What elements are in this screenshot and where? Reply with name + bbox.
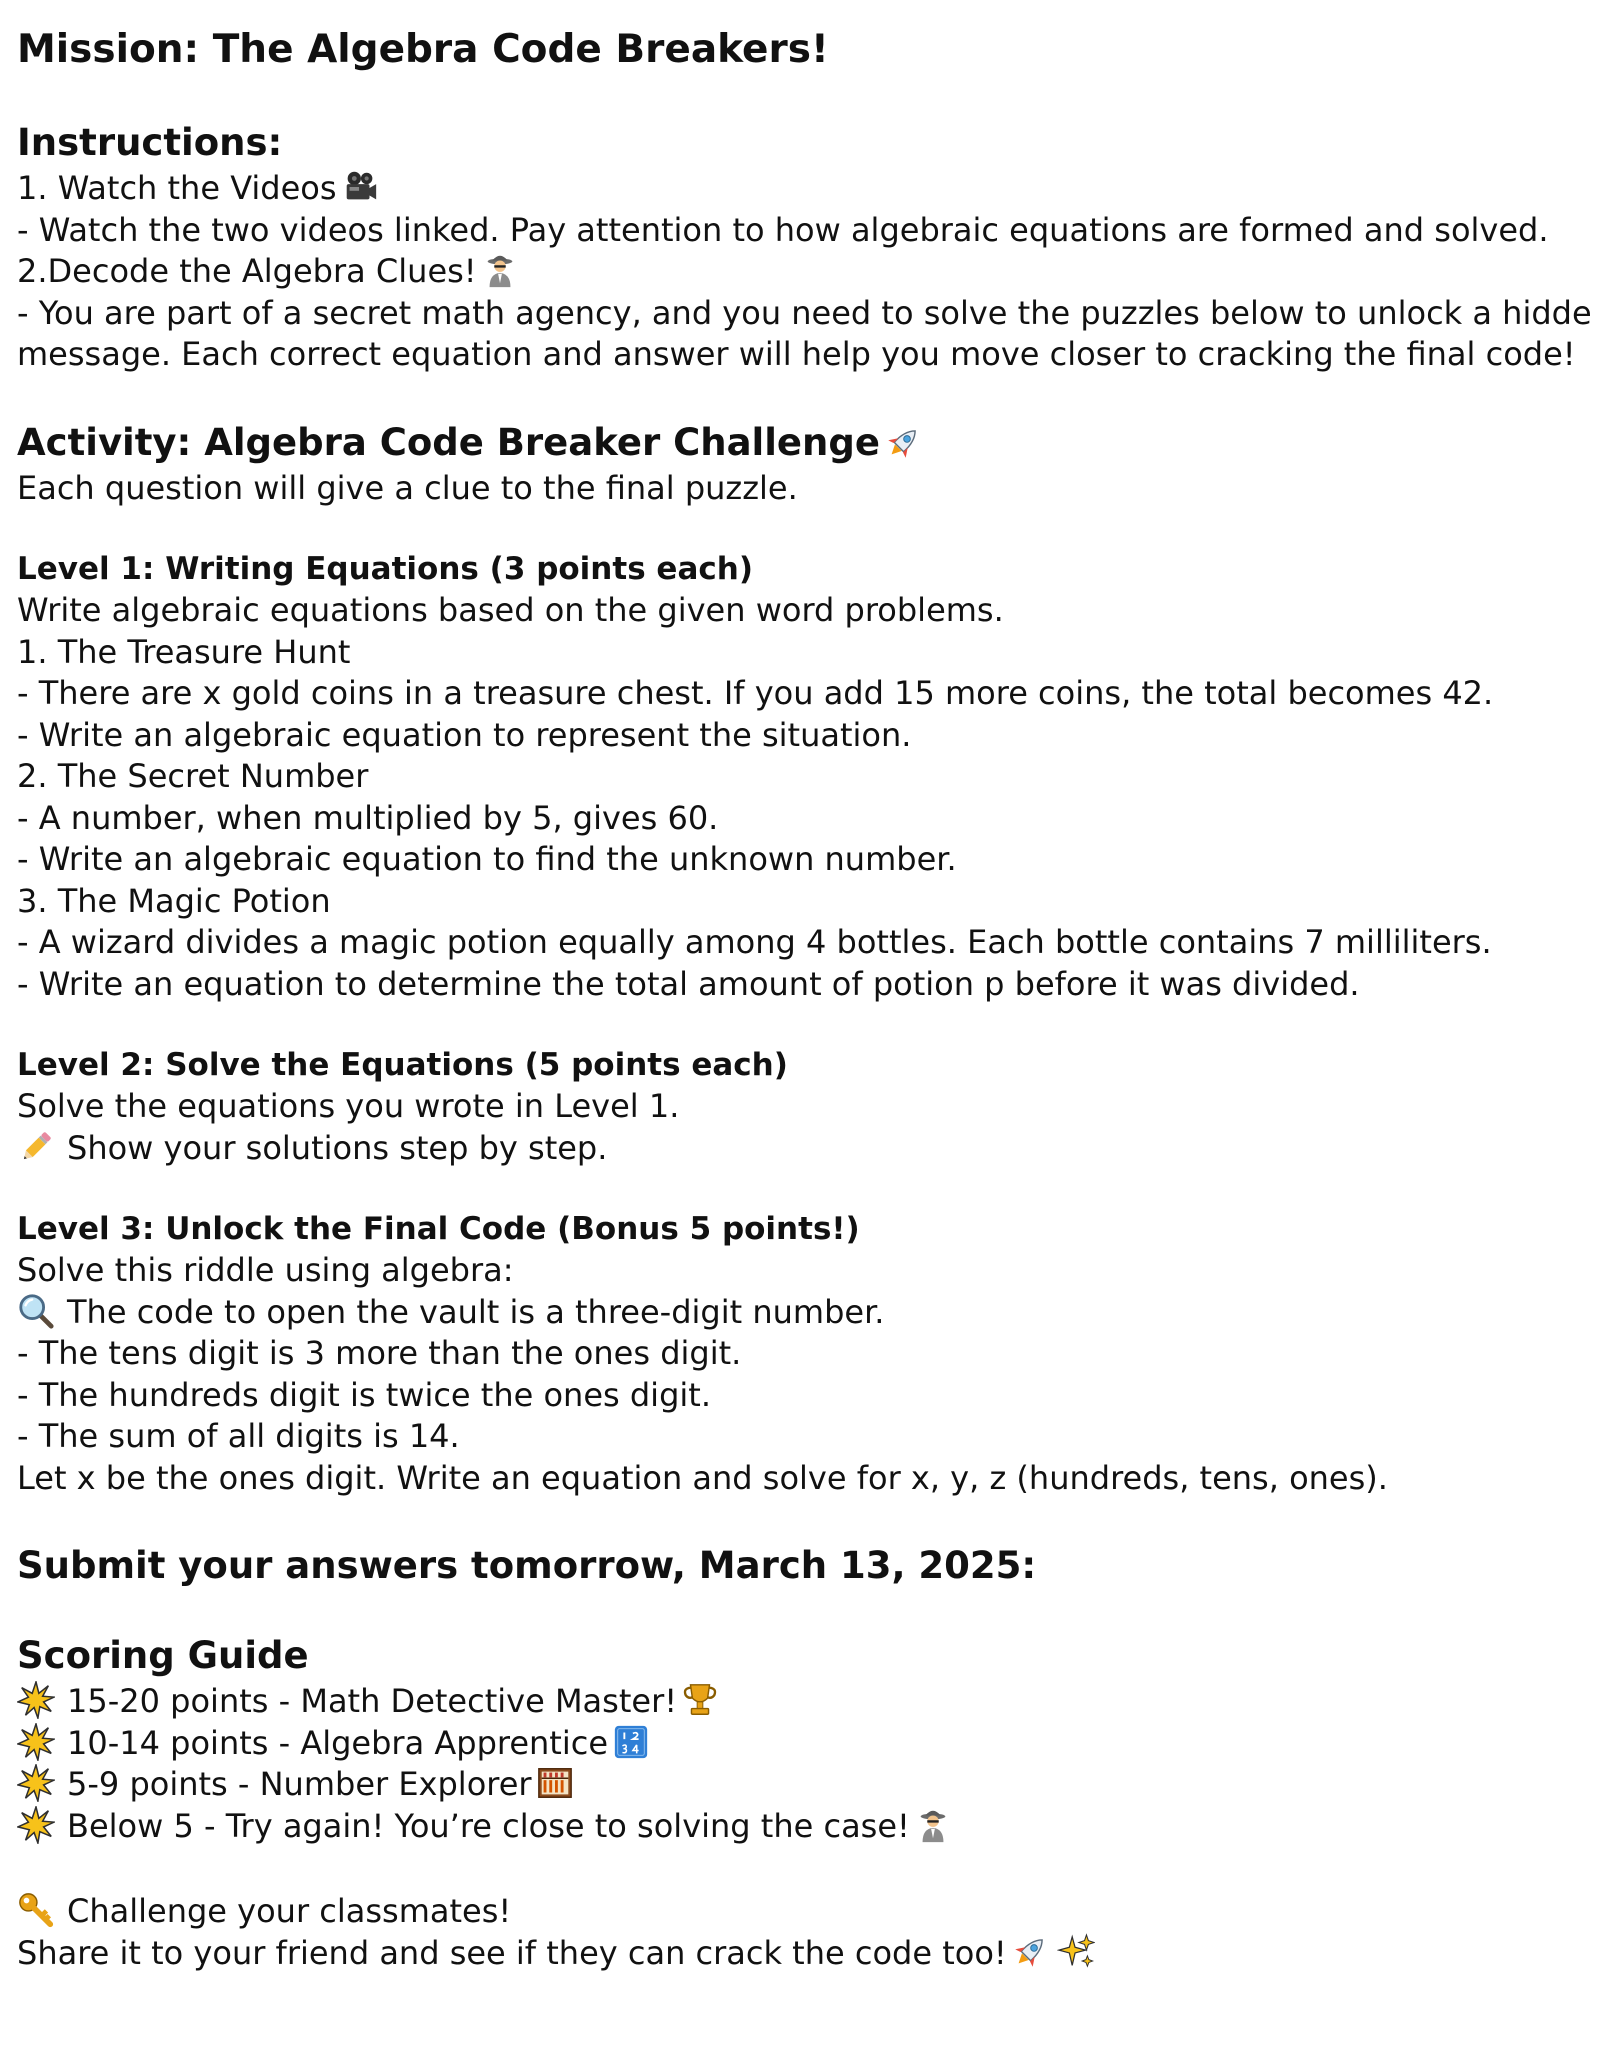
level2-step-note [17,1128,1606,1170]
level3-line: - The tens digit is 3 more than the ones digit. [17,1334,742,1372]
level2-step-note-text: Show your solutions step by step. [67,1128,608,1167]
instructions-heading: Instructions: [17,121,283,164]
level2-intro: Solve the equations you wrote in Level 1. [17,1087,680,1125]
rocket-icon [884,424,922,462]
trophy-icon [681,1681,719,1719]
magnifying-glass-icon [17,1292,55,1330]
pencil-icon [17,1128,55,1166]
level1-line: - Write an algebraic equation to find the unknown number. [17,840,957,878]
scoring-item-text: 5-9 points - Number Explorer [67,1765,532,1803]
document [17,22,1606,1974]
scoring-item [17,1723,1606,1765]
level3-riddle [17,1292,1606,1334]
closing-challenge-text: Challenge your classmates! [67,1892,512,1930]
scoring-item-text: Below 5 - Try again! You’re close to solving the case! [67,1806,910,1845]
closing-challenge [17,1891,1606,1933]
scoring-item [17,1681,1606,1723]
closing-share-text: Share it to your friend and see if they can crack the code too! [17,1933,1007,1972]
level3-heading: Level 3: Unlock the Final Code (Bonus 5 points!) [17,1211,860,1247]
level3-line: - The sum of all digits is 14. [17,1417,460,1455]
input-numbers-icon [612,1723,650,1761]
sparkle-burst-icon [17,1681,55,1719]
detective-icon [914,1806,952,1844]
submit-heading: Submit your answers tomorrow, March 13, 2025: [17,1544,1037,1587]
level3-intro: Solve this riddle using algebra: [17,1251,514,1289]
activity-heading-text: Activity: Algebra Code Breaker Challenge [17,420,880,464]
activity-heading [17,418,1606,468]
level3-riddle-text: The code to open the vault is a three-digit number. [67,1292,885,1331]
instruction-step-2 [17,251,1606,293]
film-camera-icon [341,168,379,206]
level2-heading: Level 2: Solve the Equations (5 points each) [17,1047,788,1083]
level1-line: 1. The Treasure Hunt [17,632,351,671]
instruction-step-1-text: 1. Watch the Videos [17,169,337,207]
instruction-step-2-text: 2.Decode the Algebra Clues! [17,252,477,290]
scoring-heading: Scoring Guide [17,1634,309,1677]
level1-line: - Write an algebraic equation to represent the situation. [17,715,912,754]
scoring-item [17,1806,1606,1848]
sparkle-burst-icon [17,1764,55,1802]
sparkles-icon [1057,1933,1095,1971]
level1-intro: Write algebraic equations based on the given word problems. [17,591,1004,629]
level1-line: 2. The Secret Number [17,757,369,795]
level3-line: - The hundreds digit is twice the ones digit. [17,1375,711,1414]
closing-share [17,1933,1606,1975]
level1-line: - Write an equation to determine the total amount of potion p before it was divided. [17,964,1360,1003]
level1-line: - There are x gold coins in a treasure chest. If you add 15 more coins, the total becomes 42. [17,674,1494,712]
sparkle-burst-icon [17,1806,55,1844]
level1-line: - A number, when multiplied by 5, gives 60. [17,798,719,837]
key-icon [17,1891,55,1929]
scoring-item-text: 15-20 points - Math Detective Master! [67,1682,678,1720]
sparkle-burst-icon [17,1723,55,1761]
abacus-icon [536,1764,574,1802]
rocket-icon [1011,1933,1049,1971]
detective-icon [481,251,519,289]
instruction-step-1 [17,168,1606,210]
activity-subtext: Each question will give a clue to the final puzzle. [17,468,798,507]
scoring-item-text: 10-14 points - Algebra Apprentice [67,1723,609,1762]
level1-line: 3. The Magic Potion [17,881,331,920]
instruction-step-2-detail-1: - You are part of a secret math agency, and you need to solve the puzzles below to unlock a hidde [17,293,1592,332]
level3-task: Let x be the ones digit. Write an equation and solve for x, y, z (hundreds, tens, ones). [17,1458,1388,1497]
level1-line: - A wizard divides a magic potion equally among 4 bottles. Each bottle contains 7 milliliters. [17,923,1492,961]
page-title: Mission: The Algebra Code Breakers! [17,27,829,72]
scoring-item [17,1764,1606,1806]
instruction-step-2-detail-2: message. Each correct equation and answer will help you move closer to cracking the final code! [17,335,1576,373]
instruction-step-1-detail: - Watch the two videos linked. Pay attention to how algebraic equations are formed and solved. [17,210,1549,249]
level1-heading: Level 1: Writing Equations (3 points each) [17,551,753,587]
